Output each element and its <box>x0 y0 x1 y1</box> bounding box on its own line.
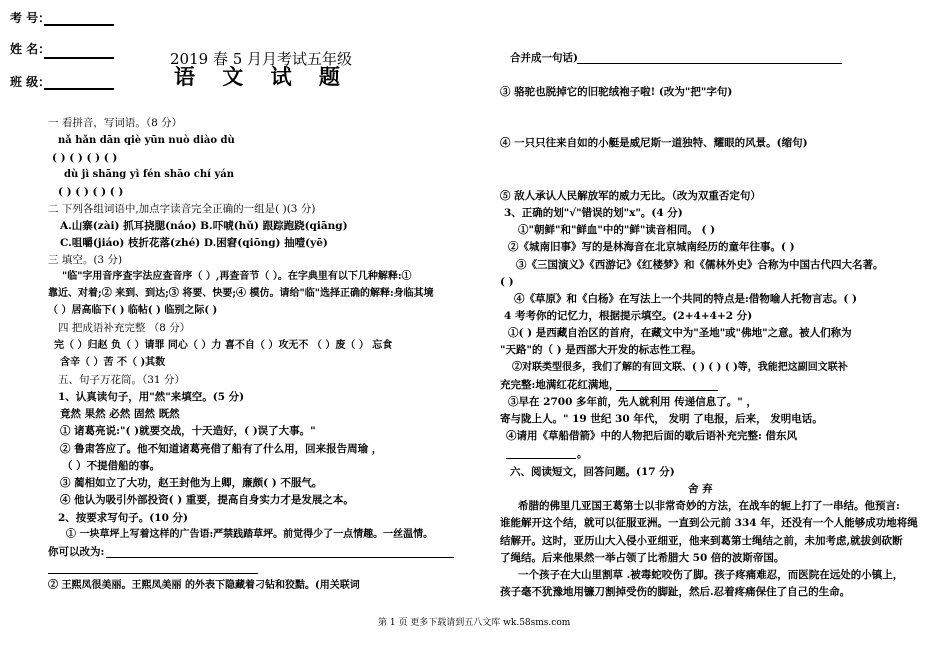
class-blank[interactable] <box>44 88 114 90</box>
answer-line[interactable] <box>577 63 842 64</box>
section5-item1[interactable]: ① 诸葛亮说:"( )就要交战，十天造好，( )误了大事。" <box>60 425 316 437</box>
right-line-r4: ⑤ 敌人承认人民解放军的威力无比。（改为双重否定句） <box>500 190 761 202</box>
page-footer: 第 1 页 更多下载请到五八文库 wk.58sms.com <box>378 618 571 628</box>
right-line-r7[interactable]: ②《城南旧事》写的是林海音在北京城南经历的童年往事。( ) <box>508 241 795 253</box>
section5-q1: 1、认真读句子，用"然"来填空。(5 分) <box>58 391 245 403</box>
exam-number-label: 考 号： <box>10 11 51 25</box>
section3-title: 三 填空。(3 分) <box>48 254 123 266</box>
section4-title: 四 把成语补充完整 （8 分） <box>58 322 191 334</box>
passage-line: 孩子毫不犹豫地用镰刀割掉受伤的脚趾，然后.忍着疼痛保住了自己的生命。 <box>500 586 851 598</box>
answer-line[interactable] <box>506 458 576 459</box>
right-line-r19: 。 <box>577 448 588 460</box>
passage-line: 结解开。这时，亚历山大入侵小亚细亚，他来到葛第士绳结之前，未加考虑,就拔剑砍断 <box>500 535 903 547</box>
passage-title: 舍 弃 <box>688 483 713 495</box>
section5-q2-item1-prompt: 你可以改为: <box>48 546 105 558</box>
section3-line1: "临"字用音序查字法应查音序（ ）,再查音节（ ）。在字典里有以下几种解释:① <box>62 271 412 282</box>
exam-title-line2: 语 文 试 题 <box>174 64 350 89</box>
name-blank[interactable] <box>44 57 114 59</box>
right-line-r2: ③ 骆驼也脱掉它的旧驼绒袍子啦! (改为"把"字句) <box>500 86 733 98</box>
name-label: 姓 名： <box>10 42 51 56</box>
section5-item2: ② 鲁肃答应了。他不知道诸葛亮借了船有了什么用，回来报告周瑜 ， <box>60 443 383 455</box>
section5-title: 五、句子万花筒。（31 分） <box>58 374 185 386</box>
section5-q2: 2、按要求写句子。(10 分) <box>58 512 189 524</box>
passage-line: 了绳结。后来他果然一举占领了比希腊大 50 倍的波斯帝国。 <box>500 552 785 564</box>
section5-word-bank: 竟然 果然 必然 固然 既然 <box>60 408 180 420</box>
right-line-r16[interactable]: ③早在 2700 多年前，先人就利用 传递信息了。" ， <box>508 396 757 408</box>
right-line-r3: ④ 一只只往来自如的小艇是威尼斯一道独特、耀眼的风景。(缩句) <box>500 137 808 149</box>
answer-line[interactable] <box>616 390 718 391</box>
right-line-r14[interactable]: ②对联类型很多，我们了解的有回文联、( ) ( ) ( )等，我能把这副回文联补 <box>512 362 848 373</box>
section1-title: 一 看拼音，写词语。（8 分） <box>48 117 183 129</box>
answer-line[interactable] <box>106 557 454 558</box>
section2-options-cd: C.咀嚼(jiáo) 枝折花落(zhé) D.困窘(qiōng) 抽噎(yē) <box>60 237 328 249</box>
section1-pinyin-row2: dù jì shāng yì fén shāo chí yán <box>64 169 235 180</box>
section1-blanks-row1[interactable]: ( ) ( ) ( ) ( ) <box>52 152 118 164</box>
section2-title: 二 下列各组词语中,加点字读音完全正确的一组是( )(3 分) <box>48 203 316 215</box>
section3-line3[interactable]: （ ）居高临下( ) 临帖( ) 临别之际( ) <box>48 305 218 316</box>
passage-line: 谁能解开这个结，就可以征服亚洲。一直到公元前 334 年，还没有一个人能够成功地将绳 <box>500 517 918 529</box>
passage-line: 一个孩子在大山里割草 .被毒蛇咬伤了脚。孩子疼痛难忍，而医院在远处的小镇上， <box>518 569 904 581</box>
section5-q2-item2: ② 王熙凤很美丽。王熙凤美丽 的外表下隐藏着刁钻和狡黠。(用关联词 <box>48 580 360 591</box>
section5-item4[interactable]: ④ 他认为吸引外部投资( ) 重要，提高自身实力才是发展之本。 <box>60 494 354 506</box>
right-line-r9[interactable]: ( ) <box>500 276 514 288</box>
answer-line[interactable] <box>48 573 258 574</box>
section4-line1[interactable]: 完（ ）归赵 负（ ）请罪 同心（ ）力 喜不自（ ）攻无不 （ ）废（ ） 忘食 <box>54 340 393 351</box>
right-line-r5: 3、正确的划"√"错误的划"x"。(4 分) <box>504 207 683 219</box>
right-line-r11: 4 考考你的记忆力，根据提示填空。(2+4+4+2 分) <box>504 310 753 322</box>
exam-title-line1: 2019 春 5 月月考试五年级 <box>170 50 353 68</box>
section1-blanks-row2[interactable]: ( ) ( ) ( ) ( ) <box>58 186 124 198</box>
section5-item2-cont[interactable]: （ ）不提借船的事。 <box>62 460 161 472</box>
right-line-r10[interactable]: ④《草原》和《白杨》在写法上一个共同的特点是:借物喻人托物言志。( ) <box>514 293 857 305</box>
right-line-r6[interactable]: ①"朝鲜"和"鲜血"中的"鲜"读音相同。 ( ) <box>518 224 716 236</box>
section2-options-ab: A.山寨(zài) 抓耳挠腮(náo) B.吓唬(hǔ) 跟踪跑跷(qiāng) <box>60 220 348 232</box>
right-line-r17[interactable]: 寄与陇上人。" 19 世纪 30 年代， 发明 了电报，后来， 发明电话。 <box>500 413 823 425</box>
right-line-r15: 充完整:地满红花红满地， <box>500 379 620 391</box>
exam-number-blank[interactable] <box>44 24 114 26</box>
section5-q2-item1: ① 一块草坪上写着这样的广告语:严禁践踏草坪。前觉得少了一点情趣。一丝温情。 <box>66 529 434 540</box>
right-line-r8: ③《三国演义》《西游记》《红楼梦》和《儒林外史》合称为中国古代四大名著。 <box>516 259 884 271</box>
section4-line2[interactable]: 含辛（ ）苦 不（ )其数 <box>60 357 166 368</box>
passage-line: 希腊的佛里几亚国王葛第士以非常奇妙的方法，在战车的轭上打了一串结。他预言: <box>518 500 900 512</box>
passage-highlight-name: 亚历山大 <box>573 535 616 547</box>
section5-item3[interactable]: ③ 蔺相如立了大功，赵王封他为上卿，廉颇( ) 不服气。 <box>60 477 323 489</box>
right-line-r13[interactable]: "天路"的（ ) 是西部大开发的标志性工程。 <box>500 344 702 356</box>
class-label: 班 级： <box>10 75 51 89</box>
right-line-r12[interactable]: ①( ) 是西藏自治区的首府，在藏文中为"圣地"或"佛地"之意。被人们称为 <box>508 327 852 339</box>
section6-title: 六、阅读短文，回答问题。(17 分) <box>510 466 675 478</box>
section3-line2: 靠近、对着;② 来到、到达;③ 将要、快要;④ 模仿。请给"临"选择正确的解释:身临其境 <box>48 288 434 299</box>
section1-pinyin-row1: nǎ hǎn dān qiè yūn nuò diào dù <box>58 135 235 146</box>
right-line-r1: 合并成一句话) <box>510 52 578 64</box>
right-line-r18[interactable]: ④请用《草船借箭》中的人物把后面的歇后语补充完整: 借东风 <box>506 430 798 442</box>
